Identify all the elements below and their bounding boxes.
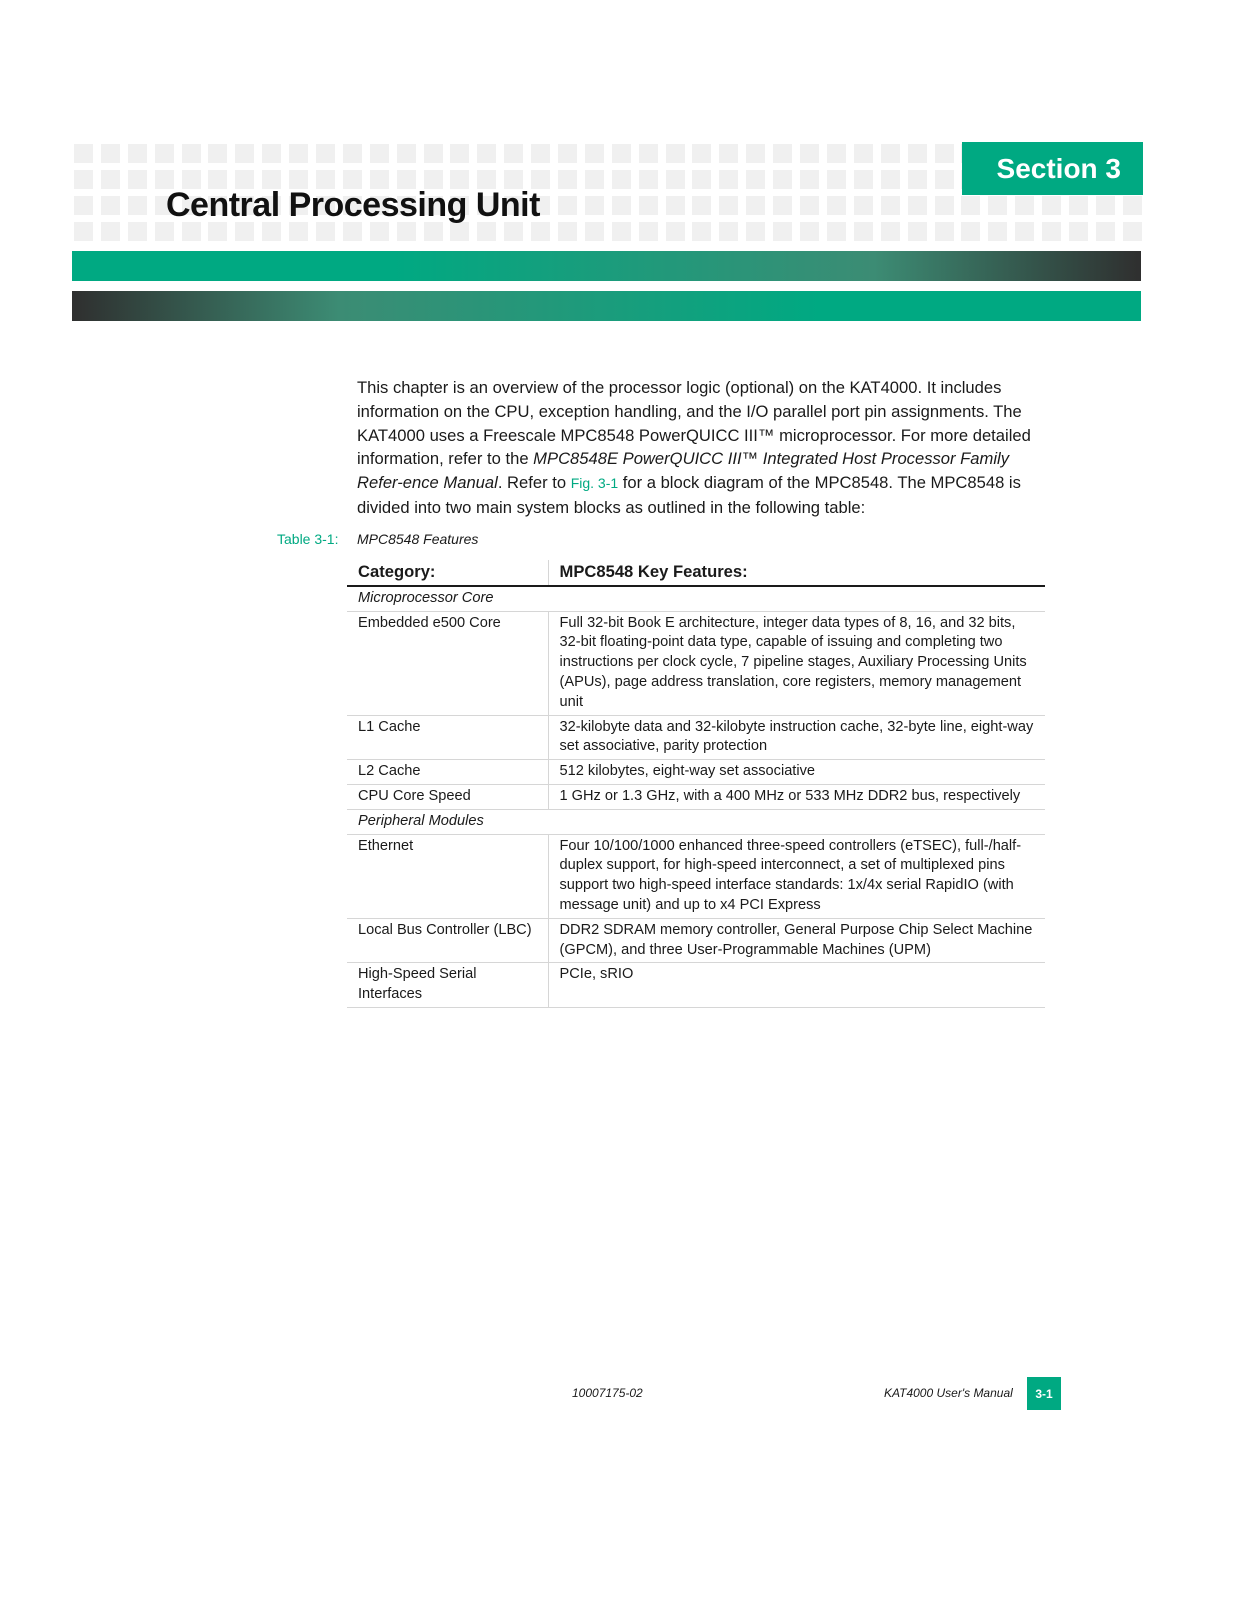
pattern-square — [800, 196, 819, 215]
pattern-square — [881, 170, 900, 189]
pattern-square — [692, 196, 711, 215]
intro-text-2: . Refer to — [497, 473, 571, 493]
row-category: Ethernet — [347, 834, 548, 918]
pattern-square — [719, 170, 738, 189]
pattern-square — [1042, 196, 1061, 215]
pattern-square — [558, 170, 577, 189]
pattern-square — [74, 144, 93, 163]
pattern-square — [370, 144, 389, 163]
row-category: Local Bus Controller (LBC) — [347, 918, 548, 963]
pattern-square — [128, 222, 147, 241]
pattern-square — [397, 144, 416, 163]
pattern-square — [639, 196, 658, 215]
pattern-square — [585, 144, 604, 163]
pattern-square — [208, 144, 227, 163]
pattern-square — [773, 144, 792, 163]
pattern-square — [612, 196, 631, 215]
row-features: PCIe, sRIO — [548, 963, 1045, 1008]
pattern-square — [558, 196, 577, 215]
pattern-square — [746, 196, 765, 215]
table-header-row — [347, 560, 1045, 586]
pattern-square — [854, 222, 873, 241]
row-category: CPU Core Speed — [347, 784, 548, 809]
pattern-square — [800, 144, 819, 163]
pattern-square — [746, 170, 765, 189]
table-row — [347, 784, 1045, 809]
pattern-square — [639, 222, 658, 241]
header-band-top — [72, 251, 1141, 281]
pattern-square — [1123, 196, 1142, 215]
pattern-square — [854, 196, 873, 215]
row-features: Four 10/100/1000 enhanced three-speed controllers (eTSEC), full-/half-duplex support, for high-speed interconnect, a set of multiplexed pins support two high-speed interface standards: 1x/4x serial RapidIO (with message unit) and up to x4 PCI Express — [548, 834, 1045, 918]
features-table — [347, 560, 1045, 1008]
section-label: Section 3 — [996, 152, 1121, 184]
pattern-square — [74, 222, 93, 241]
group-label: Peripheral Modules — [347, 809, 1045, 834]
row-features: 32-kilobyte data and 32-kilobyte instruction cache, 32-byte line, eight-way set associative, parity protection — [548, 715, 1045, 760]
figure-link[interactable]: Fig. 3-1 — [570, 475, 619, 492]
pattern-square — [935, 170, 954, 189]
pattern-square — [692, 170, 711, 189]
pattern-square — [639, 144, 658, 163]
pattern-square — [101, 222, 120, 241]
pattern-square — [908, 170, 927, 189]
pattern-square — [612, 222, 631, 241]
header-category: Category: — [347, 560, 548, 586]
pattern-square — [101, 144, 120, 163]
pattern-square — [908, 222, 927, 241]
table-caption-number: Table 3-1: — [277, 531, 339, 547]
pattern-square — [585, 196, 604, 215]
pattern-square — [424, 144, 443, 163]
pattern-square — [800, 222, 819, 241]
pattern-square — [935, 196, 954, 215]
pattern-square — [639, 170, 658, 189]
pattern-square — [289, 144, 308, 163]
manual-title: MPC8548E PowerQUICC III™ Integrated Host Processor Family Refer-ence Manual — [357, 449, 1010, 493]
pattern-square — [1069, 196, 1088, 215]
pattern-square — [961, 222, 980, 241]
pattern-square — [558, 144, 577, 163]
pattern-square — [1015, 222, 1034, 241]
pattern-square — [827, 222, 846, 241]
pattern-square — [316, 144, 335, 163]
row-category: High-Speed Serial Interfaces — [347, 963, 548, 1008]
table-group-row — [347, 586, 1045, 611]
pattern-square — [935, 144, 954, 163]
table-group-row — [347, 809, 1045, 834]
pattern-square — [450, 144, 469, 163]
pattern-square — [773, 222, 792, 241]
pattern-square — [773, 170, 792, 189]
table-caption — [277, 531, 478, 547]
footer-page-number — [1027, 1377, 1061, 1410]
pattern-square — [666, 196, 685, 215]
table-caption-title: MPC8548 Features — [357, 531, 479, 547]
intro-paragraph — [357, 376, 1047, 520]
row-features: DDR2 SDRAM memory controller, General Purpose Chip Select Machine (GPCM), and three User-Programmable Machines (UPM) — [548, 918, 1045, 963]
pattern-square — [827, 144, 846, 163]
pattern-square — [531, 144, 550, 163]
pattern-square — [477, 144, 496, 163]
pattern-square — [343, 144, 362, 163]
pattern-square — [128, 196, 147, 215]
pattern-square — [827, 170, 846, 189]
pattern-square — [128, 170, 147, 189]
pattern-square — [908, 144, 927, 163]
pattern-square — [935, 222, 954, 241]
pattern-square — [827, 196, 846, 215]
row-features: 1 GHz or 1.3 GHz, with a 400 MHz or 533 MHz DDR2 bus, respectively — [548, 784, 1045, 809]
table-row — [347, 715, 1045, 760]
pattern-square — [504, 144, 523, 163]
table-row — [347, 611, 1045, 715]
pattern-square — [101, 196, 120, 215]
pattern-square — [719, 222, 738, 241]
pattern-square — [666, 222, 685, 241]
pattern-square — [988, 222, 1007, 241]
pattern-square — [612, 170, 631, 189]
pattern-square — [961, 196, 980, 215]
pattern-square — [881, 222, 900, 241]
pattern-square — [128, 144, 147, 163]
table-row — [347, 834, 1045, 918]
pattern-square — [558, 222, 577, 241]
pattern-square — [854, 170, 873, 189]
pattern-square — [262, 144, 281, 163]
pattern-square — [1042, 222, 1061, 241]
pattern-square — [692, 222, 711, 241]
row-category: Embedded e500 Core — [347, 611, 548, 715]
pattern-square — [746, 222, 765, 241]
pattern-square — [719, 144, 738, 163]
pattern-square — [1069, 222, 1088, 241]
header-features: MPC8548 Key Features: — [548, 560, 1045, 586]
pattern-square — [155, 144, 174, 163]
intro-text-3: for a block diagram of the MPC8548. The MPC8548 is divided into two main system blocks as outlined in the following table: — [357, 473, 1021, 517]
pattern-square — [746, 144, 765, 163]
pattern-square — [585, 170, 604, 189]
pattern-square — [666, 170, 685, 189]
row-features: Full 32-bit Book E architecture, integer data types of 8, 16, and 32 bits, 32-bit floating-point data type, capable of issuing and completing two instructions per clock cycle, 7 pipeline stages, Auxiliary Processing Units (APUs), page address translation, core registers, memory management unit — [548, 611, 1045, 715]
row-features: 512 kilobytes, eight-way set associative — [548, 760, 1045, 785]
chapter-title: Central Processing Unit — [166, 186, 540, 224]
pattern-square — [74, 196, 93, 215]
table-row — [347, 760, 1045, 785]
row-category: L2 Cache — [347, 760, 548, 785]
intro-text-1: This chapter is an overview of the processor logic (optional) on the KAT4000. It includes information on the CPU, exception handling, and the I/O parallel port pin assignments. The KAT4000 uses a Freescale MPC8548 PowerQUICC III™ microprocessor. For more detailed information, refer to the — [357, 378, 1031, 469]
pattern-square — [1096, 222, 1115, 241]
pattern-square — [1015, 196, 1034, 215]
footer-doc-number: 10007175-02 — [572, 1386, 643, 1400]
group-label: Microprocessor Core — [347, 586, 1045, 611]
pattern-square — [881, 144, 900, 163]
pattern-square — [1096, 196, 1115, 215]
pattern-square — [988, 196, 1007, 215]
pattern-square — [1123, 222, 1142, 241]
pattern-square — [585, 222, 604, 241]
pattern-square — [612, 144, 631, 163]
table-row — [347, 918, 1045, 963]
pattern-square — [908, 196, 927, 215]
section-badge — [962, 142, 1143, 195]
pattern-square — [719, 196, 738, 215]
pattern-square — [101, 170, 120, 189]
pattern-square — [692, 144, 711, 163]
pattern-square — [182, 144, 201, 163]
row-category: L1 Cache — [347, 715, 548, 760]
pattern-square — [74, 170, 93, 189]
pattern-square — [666, 144, 685, 163]
pattern-square — [881, 196, 900, 215]
pattern-square — [854, 144, 873, 163]
table-row — [347, 963, 1045, 1008]
page-number-label: 3-1 — [1035, 1386, 1053, 1401]
pattern-square — [773, 196, 792, 215]
pattern-square — [800, 170, 819, 189]
header-band-bottom — [72, 291, 1141, 321]
pattern-square — [235, 144, 254, 163]
footer-manual-name: KAT4000 User's Manual — [884, 1386, 1013, 1400]
